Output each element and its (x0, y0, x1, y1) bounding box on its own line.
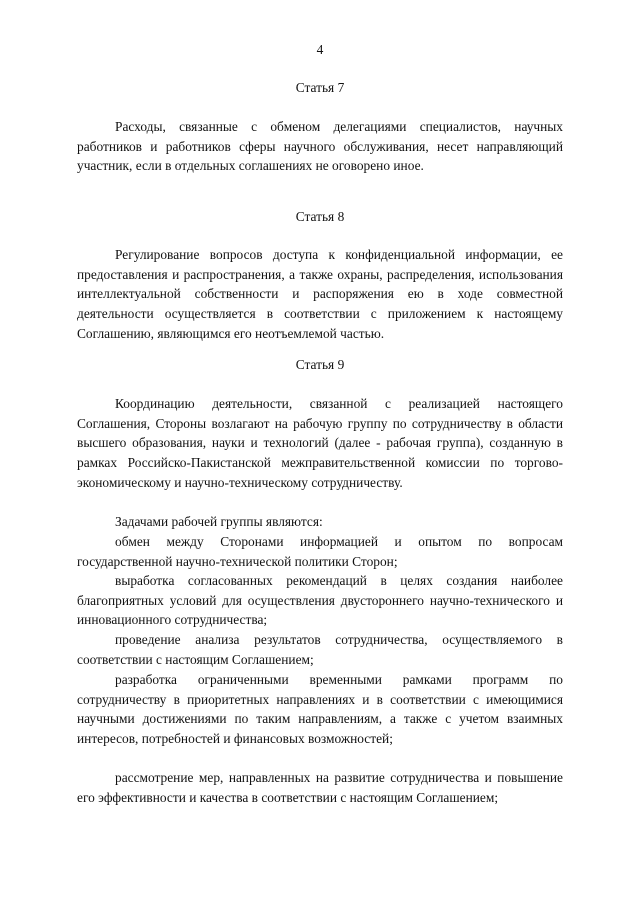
article-8-heading: Статья 8 (295, 209, 345, 224)
article-9-task-programs: разработка ограниченными временными рамками программ по сотрудничеству в приоритетных направлениях и в соответствии с имеющимися научными достижениями по таким направлениям, а также с учетом взаимных интересов, потребностей и финансовых возможностей; (77, 672, 563, 747)
article-7-paragraph: Расходы, связанные с обменом делегациями специалистов, научных работников и работников сферы научного обслуживания, несет направляющий участник, если в отдельных соглашениях не оговорено иное. (77, 119, 563, 174)
article-9-task-measures: рассмотрение мер, направленных на развитие сотрудничества и повышение его эффективности и качества в соответствии с настоящим Соглашением; (77, 770, 563, 805)
article-9-heading: Статья 9 (295, 357, 345, 372)
page-number: 4 (316, 42, 324, 57)
article-9-task-recommendations: выработка согласованных рекомендаций в целях создания наиболее благоприятных условий для осуществления двустороннего научно-технического и инновационного сотрудничества; (77, 573, 563, 628)
article-9-task-exchange: обмен между Сторонами информацией и опытом по вопросам государственной научно-технической политики Сторон; (77, 534, 563, 569)
article-7-heading: Статья 7 (295, 80, 345, 95)
article-9-paragraph-1: Координацию деятельности, связанной с реализацией настоящего Соглашения, Стороны возлагают на рабочую группу по сотрудничеству в области высшего образования, науки и технологий (далее - рабочая группа), созданную в рамках Российско-Пакистанской межправительственной комиссии по торгово-экономическому и научно-техническому сотрудничеству. (77, 396, 563, 490)
article-8-paragraph: Регулирование вопросов доступа к конфиденциальной информации, ее предоставления и распространения, а также охраны, распределения, использования интеллектуальной собственности и распоряжения ею в ходе совместной деятельности осуществляется в соответствии с приложением к настоящему Соглашению, являющимся его неотъемлемой частью. (77, 247, 563, 341)
article-9-task-analysis: проведение анализа результатов сотрудничества, осуществляемого в соответствии с настоящим Соглашением; (77, 632, 563, 667)
article-9-tasks-intro: Задачами рабочей группы являются: (115, 514, 323, 529)
